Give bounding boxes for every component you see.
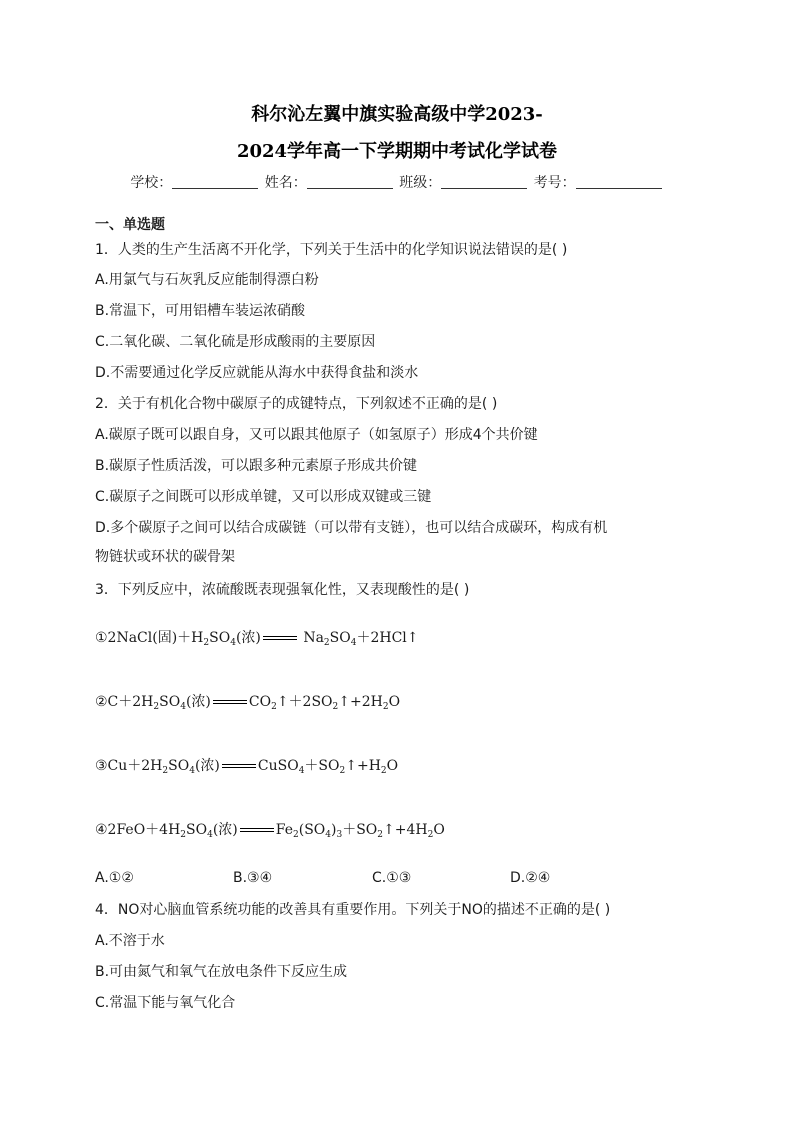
question-4-stem: 4．NO对心脑血管系统功能的改善具有重要作用。下列关于NO的描述不正确的是( ): [95, 902, 611, 918]
reaction-3-equation: $③Cu+2H_2SO_4$(浓) $CuSO_4+SO_2↑+H_2O$: [95, 758, 399, 776]
question-3-option-a[interactable]: A.①②: [95, 870, 134, 886]
equals-sign: [263, 636, 297, 640]
equals-sign: [222, 764, 256, 768]
question-2-option-d[interactable]: D.多个碳原子之间可以结合成碳链（可以带有支链），也可以结合成碳环，构成有机: [95, 520, 608, 536]
question-1-option-d[interactable]: D.不需要通过化学反应就能从海水中获得食盐和淡水: [95, 365, 419, 381]
section-heading: 一、单选题: [95, 217, 165, 233]
question-3-option-d[interactable]: D.②④: [510, 870, 551, 886]
name-blank[interactable]: [307, 174, 393, 189]
reaction-4-equation: $④2FeO+4H_2SO_4$(浓) $Fe_2(SO_4)_3+SO_2↑+4H_2O$: [95, 822, 445, 840]
exam-number-label: 考号：: [533, 175, 576, 191]
question-4-option-c[interactable]: C.常温下能与氧气化合: [95, 995, 236, 1011]
student-info-fields: [0, 172, 794, 192]
school-label: 学校：: [130, 175, 173, 191]
question-1-option-b[interactable]: B.常温下，可用铝槽车装运浓硝酸: [95, 303, 306, 319]
class-blank[interactable]: [441, 174, 527, 189]
question-3-option-b[interactable]: B.③④: [233, 870, 273, 886]
question-2-stem: 2．关于有机化合物中碳原子的成键特点，下列叙述不正确的是( ): [95, 396, 498, 412]
question-4-option-b[interactable]: B.可由氮气和氧气在放电条件下反应生成: [95, 964, 348, 980]
reaction-1-equation: ①2NaCl(固)$+H_2SO_4$(浓) $Na_2SO_4+2HCl↑$: [95, 630, 419, 648]
reaction-2-equation: $②C+2H_2SO_4$(浓) $CO_2↑+2SO_2↑+2H_2O$: [95, 694, 401, 712]
question-3-option-c[interactable]: C.①③: [372, 870, 412, 886]
question-4-option-a[interactable]: A.不溶于水: [95, 933, 165, 949]
exam-title-line2: 2024学年高一下学期期中考试化学试卷: [236, 141, 558, 162]
equals-sign: [213, 700, 247, 704]
equals-sign: [240, 828, 274, 832]
question-1-option-c[interactable]: C.二氧化碳、二氧化硫是形成酸雨的主要原因: [95, 334, 376, 350]
question-2-option-c[interactable]: C.碳原子之间既可以形成单键，又可以形成双键或三键: [95, 489, 432, 505]
question-2-option-a[interactable]: A.碳原子既可以跟自身，又可以跟其他原子（如氢原子）形成4个共价键: [95, 427, 538, 443]
question-2-option-b[interactable]: B.碳原子性质活泼，可以跟多种元素原子形成共价键: [95, 458, 418, 474]
name-label: 姓名：: [264, 175, 307, 191]
school-blank[interactable]: [172, 174, 258, 189]
exam-number-blank[interactable]: [576, 174, 662, 189]
class-label: 班级：: [399, 175, 442, 191]
question-1-stem: 1．人类的生产生活离不开化学，下列关于生活中的化学知识说法错误的是( ): [95, 242, 568, 258]
exam-title-line1: 科尔沁左翼中旗实验高级中学2023-: [251, 104, 543, 125]
question-1-option-a[interactable]: A.用氯气与石灰乳反应能制得漂白粉: [95, 272, 319, 288]
question-3-stem: 3．下列反应中，浓硫酸既表现强氧化性，又表现酸性的是( ): [95, 582, 470, 598]
question-2-option-d-continued: 物链状或环状的碳骨架: [95, 549, 235, 565]
